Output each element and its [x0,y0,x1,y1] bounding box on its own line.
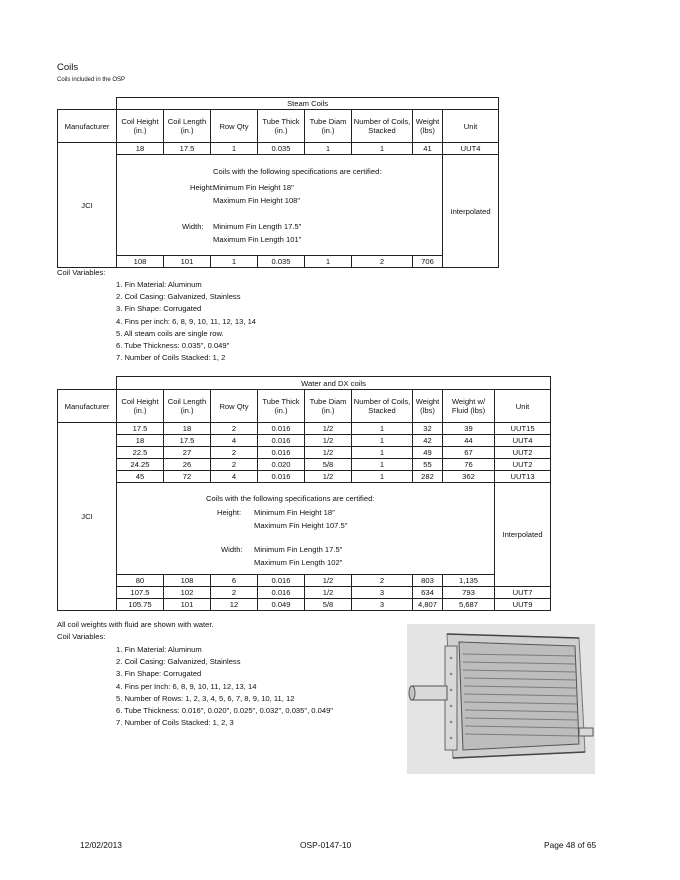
list-item: 6. Tube Thickness: 0.035", 0.049" [116,340,230,350]
list-item: 4. Fins per Inch: 6, 8, 9, 10, 11, 12, 13, 14 [116,681,257,691]
table-cell: 803 [413,575,443,587]
column-header: Tube Thick (in.) [258,390,305,423]
table-cell: 102 [164,587,211,599]
table-cell: 101 [164,256,211,268]
table-cell: 0.035 [258,256,305,268]
table-cell: 1 [352,447,413,459]
table-row [58,256,499,268]
interpolated-cell: Interpolated [495,483,551,587]
table-row [58,435,551,447]
steam-coils-table [57,97,499,268]
column-header: Tube Diam (in.) [305,390,352,423]
table-cell: 0.020 [258,459,305,471]
table-cell: 17.5 [164,435,211,447]
table-cell: UUT4 [443,143,499,155]
table-cell: 1/2 [305,471,352,483]
table-cell: 0.016 [258,587,305,599]
list-item: 3. Fin Shape: Corrugated [116,669,202,679]
list-item: 5. All steam coils are single row. [116,328,224,338]
steam-group-header: Steam Coils [117,98,499,110]
manufacturer-cell: JCI [58,143,117,268]
table-cell: 108 [117,256,164,268]
table-cell: 107.5 [117,587,164,599]
table-cell: 17.5 [164,143,211,155]
list-item: 1. Fin Material: Aluminum [116,645,202,654]
column-header: Tube Diam (in.) [305,110,352,143]
table-cell: 362 [443,471,495,483]
table-cell: 2 [352,256,413,268]
certification-note [117,155,443,256]
table-cell: 55 [413,459,443,471]
cert-height-max: Maximum Fin Height 108" [213,196,301,205]
table-cell: 1 [352,435,413,447]
section-title: Coils [57,62,79,73]
cert-width-max: Maximum Fin Length 101" [213,235,302,244]
footer-date: 12/02/2013 [80,840,122,850]
table-cell: UUT9 [495,599,551,611]
list-item: 7. Number of Coils Stacked: 1, 2, 3 [116,718,234,728]
column-header: Coil Length (in.) [164,110,211,143]
table-cell: 2 [352,575,413,587]
table-cell: 41 [413,143,443,155]
table-cell: 1 [305,143,352,155]
table-row [58,423,551,435]
coil-photo [407,624,595,774]
table-cell: 18 [117,435,164,447]
table-cell: 0.016 [258,423,305,435]
table-cell: 1 [305,256,352,268]
column-header: Tube Thick (in.) [258,110,305,143]
table-row [58,459,551,471]
table-cell: 24.25 [117,459,164,471]
cert-width-min: Minimum Fin Length 17.5" [254,545,343,554]
table-cell: 1 [352,423,413,435]
table-row [58,599,551,611]
table-cell: UUT7 [495,587,551,599]
table-cell: 0.016 [258,575,305,587]
table-cell: 1 [211,256,258,268]
cert-intro: Coils with the following specifications are certified: [206,494,375,503]
table-row [58,143,499,155]
coil-variables-label: Coil Variables: [57,268,106,277]
table-cell: 282 [413,471,443,483]
list-item: 1. Fin Material: Aluminum [116,280,202,289]
manufacturer-cell: JCI [58,423,117,611]
steam-variables-list [116,279,256,364]
table-cell: 2 [211,587,258,599]
table-cell: 2 [211,423,258,435]
table-cell: 1/2 [305,435,352,447]
table-cell: 4 [211,435,258,447]
footer-doc-id: OSP-0147-10 [300,840,352,850]
table-cell: 706 [413,256,443,268]
list-item: 2. Coil Casing: Galvanized, Stainless [116,292,241,302]
table-cell: 18 [164,423,211,435]
table-cell: 12 [211,599,258,611]
table-cell: 1 [352,143,413,155]
cert-width-max: Maximum Fin Length 102" [254,558,343,567]
table-cell: 5/8 [305,459,352,471]
list-item: 6. Tube Thickness: 0.016", 0.020", 0.025", 0.032", 0.035", 0.049" [116,705,333,715]
table-cell: 1 [352,471,413,483]
column-header: Row Qty [211,390,258,423]
table-cell: 22.5 [117,447,164,459]
table-cell: 32 [413,423,443,435]
footer-page-number: Page 48 of 65 [544,840,597,850]
table-cell: 27 [164,447,211,459]
table-cell: 0.016 [258,435,305,447]
table-cell: 1/2 [305,587,352,599]
table-cell: 4 [211,471,258,483]
cert-height-min: Minimum Fin Height 18" [213,183,294,192]
table-cell: 4,807 [413,599,443,611]
cert-width-label: Width: [182,222,204,231]
table-cell: 1 [211,143,258,155]
list-item: 3. Fin Shape: Corrugated [116,304,202,314]
table-cell: UUT4 [495,435,551,447]
table-cell: 3 [352,599,413,611]
table-cell: 26 [164,459,211,471]
column-header: Coil Height (in.) [117,390,164,423]
interpolated-cell: Interpolated [443,155,499,268]
table-cell: 67 [443,447,495,459]
column-header: Number of Coils, Stacked [352,390,413,423]
coil-variables-label: Coil Variables: [57,632,106,641]
column-header: Unit [443,110,499,143]
water-dx-coils-table [57,376,551,611]
table-cell: 0.016 [258,447,305,459]
certification-note [117,483,495,575]
table-cell: 1/2 [305,447,352,459]
cert-height-label: Height: [190,183,215,192]
list-item: 4. Fins per inch: 6, 8, 9, 10, 11, 12, 13, 14 [116,316,257,326]
table-cell: 108 [164,575,211,587]
column-header: Coil Length (in.) [164,390,211,423]
cert-width-label: Width: [221,545,243,554]
cert-height-min: Minimum Fin Height 18" [254,508,335,517]
list-item: 7. Number of Coils Stacked: 1, 2 [116,353,226,363]
water-variables-list [116,644,333,729]
column-header: Number of Coils, Stacked [352,110,413,143]
table-cell: 101 [164,599,211,611]
table-cell: 1 [352,459,413,471]
table-cell: 45 [117,471,164,483]
table-cell: UUT13 [495,471,551,483]
cert-height-max: Maximum Fin Height 107.5" [254,521,348,530]
table-cell: 1/2 [305,575,352,587]
table-row [58,447,551,459]
table-cell: 44 [443,435,495,447]
table-cell: 634 [413,587,443,599]
column-header: Weight (lbs) [413,390,443,423]
column-header: Coil Height (in.) [117,110,164,143]
table-cell: 6 [211,575,258,587]
column-header: Unit [495,390,551,423]
table-cell: UUT2 [495,459,551,471]
list-item: 5. Number of Rows: 1, 2, 3, 4, 5, 6, 7, 8, 9, 10, 11, 12 [116,693,295,703]
column-header: Manufacturer [58,110,117,143]
table-cell: 5/8 [305,599,352,611]
table-cell: 0.035 [258,143,305,155]
column-header: Weight w/ Fluid (lbs) [443,390,495,423]
table-cell: UUT15 [495,423,551,435]
table-cell: 0.016 [258,471,305,483]
table-cell: 42 [413,435,443,447]
table-row [58,471,551,483]
table-cell: 80 [117,575,164,587]
table-cell: 76 [443,459,495,471]
table-cell: 49 [413,447,443,459]
table-row [58,587,551,599]
table-cell: 105.75 [117,599,164,611]
water-group-header: Water and DX coils [117,377,551,390]
column-header: Row Qty [211,110,258,143]
table-cell: 1/2 [305,423,352,435]
cert-intro: Coils with the following specifications are certified: [213,167,382,176]
table-cell: 3 [352,587,413,599]
table-cell: 2 [211,447,258,459]
column-header: Weight (lbs) [413,110,443,143]
fluid-weight-note: All coil weights with fluid are shown with water. [57,620,214,629]
table-cell: 39 [443,423,495,435]
column-header: Manufacturer [58,390,117,423]
table-row [58,575,551,587]
table-cell: 72 [164,471,211,483]
table-cell: 793 [443,587,495,599]
cert-width-min: Minimum Fin Length 17.5" [213,222,302,231]
table-cell: 1,135 [443,575,495,587]
table-cell: UUT2 [495,447,551,459]
table-cell: 5,687 [443,599,495,611]
cert-height-label: Height: [217,508,242,517]
table-cell: 2 [211,459,258,471]
section-subtitle: Coils included in the OSP [57,77,126,83]
table-cell: 17.5 [117,423,164,435]
list-item: 2. Coil Casing: Galvanized, Stainless [116,657,241,667]
table-cell: 0.049 [258,599,305,611]
table-cell: 18 [117,143,164,155]
